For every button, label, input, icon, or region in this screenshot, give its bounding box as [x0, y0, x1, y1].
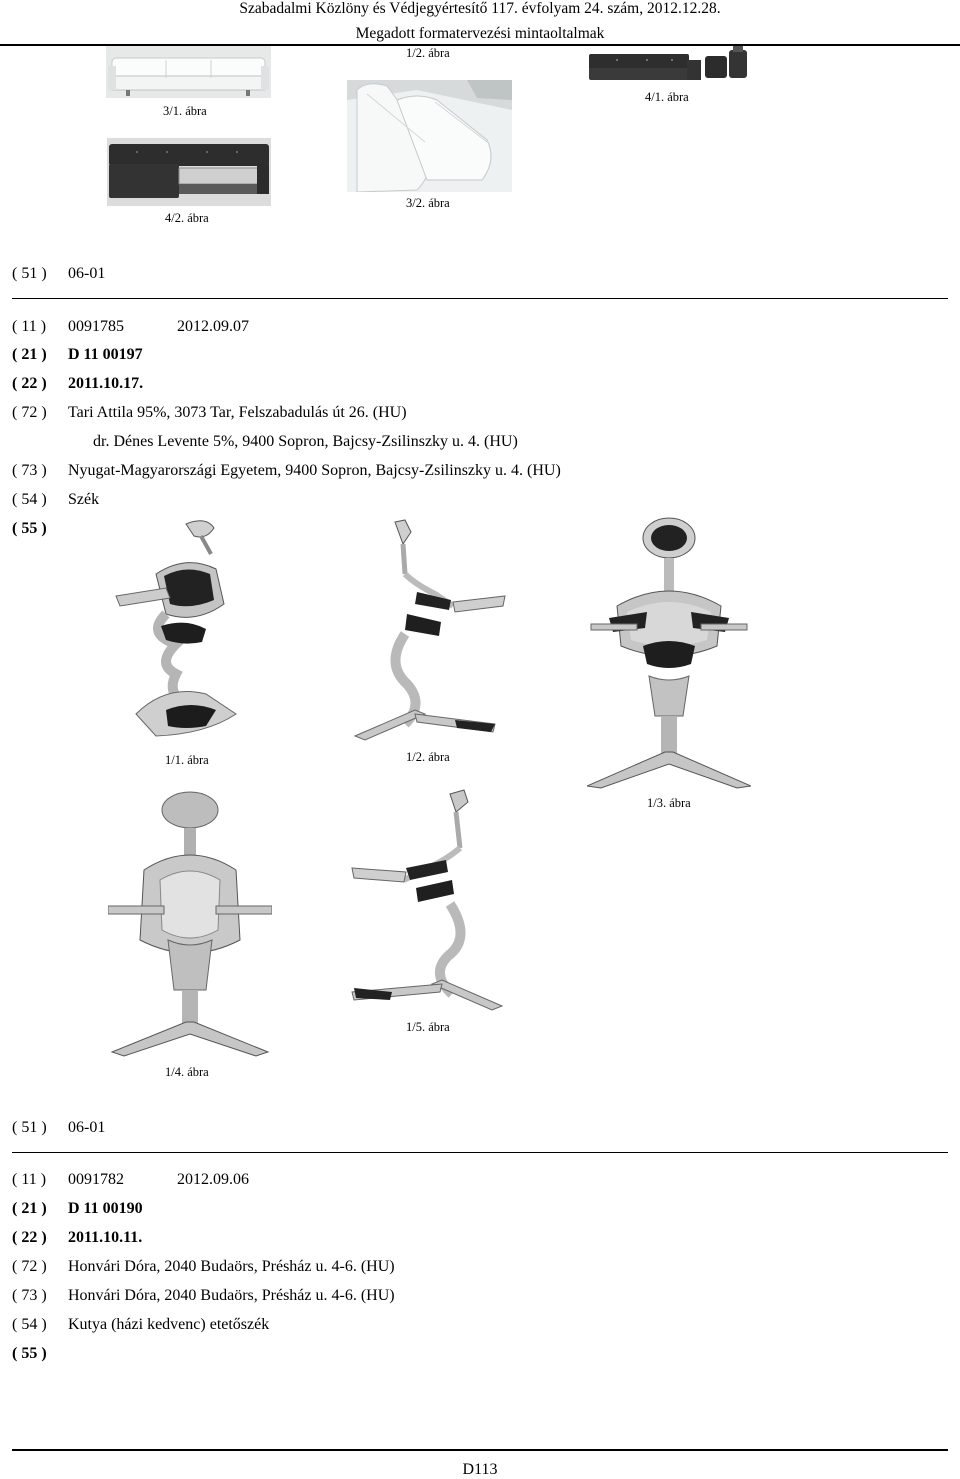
chair-figure-1-3 [587, 516, 751, 790]
designer-entry2: Honvári Dóra, 2040 Budaörs, Présház u. 4-6. (HU) [68, 1258, 395, 1275]
journal-title: Szabadalmi Közlöny és Védjegyértesítő 117. évfolyam 24. szám, 2012.12.28. [239, 0, 721, 17]
registration-number-entry2: 0091782 [68, 1171, 124, 1188]
chair-figure-1-1 [106, 514, 271, 746]
code-73-entry2: ( 73 ) [12, 1287, 47, 1304]
figure-caption-3-2: 3/2. ábra [406, 196, 450, 210]
code-73: ( 73 ) [12, 462, 47, 479]
figure-caption-3-1: 3/1. ábra [163, 104, 207, 118]
entry-divider-2 [12, 1152, 948, 1153]
chair-caption-1-3: 1/3. ábra [647, 796, 691, 810]
code-54-entry2: ( 54 ) [12, 1316, 47, 1333]
figure-caption-1-2-top: 1/2. ábra [406, 46, 450, 60]
code-55-entry2: ( 55 ) [12, 1345, 47, 1362]
filing-date: 2011.10.17. [68, 375, 144, 392]
section-title: Megadott formatervezési mintaoltalmak [355, 25, 605, 42]
code-21: ( 21 ) [12, 346, 47, 363]
product-title: Szék [68, 491, 100, 508]
chair-figure-1-5 [346, 788, 512, 1014]
owner-entry2: Honvári Dóra, 2040 Budaörs, Présház u. 4-6. (HU) [68, 1287, 395, 1304]
registration-date: 2012.09.07 [177, 318, 249, 335]
code-22: ( 22 ) [12, 375, 47, 392]
chair-figure-1-4 [108, 790, 272, 1060]
registration-number: 0091785 [68, 318, 124, 335]
sofa-photo-3-2 [347, 80, 512, 192]
sofa-photo-4-1 [587, 46, 752, 86]
sofa-photo-4-2 [107, 138, 271, 206]
owner: Nyugat-Magyarországi Egyetem, 9400 Sopron, Bajcsy-Zsilinszky u. 4. (HU) [68, 462, 561, 479]
figure-caption-4-1: 4/1. ábra [645, 90, 689, 104]
page-number: D113 [462, 1461, 498, 1478]
code-51: ( 51 ) [12, 265, 47, 282]
chair-caption-1-1: 1/1. ábra [165, 753, 209, 767]
code-11-entry2: ( 11 ) [12, 1171, 47, 1188]
entry-divider [12, 298, 948, 299]
application-number: D 11 00197 [68, 346, 143, 363]
designer-2: dr. Dénes Levente 5%, 9400 Sopron, Bajcsy-Zsilinszky u. 4. (HU) [93, 433, 518, 450]
classification-value-entry2: 06-01 [68, 1119, 106, 1136]
sofa-photo-3-1 [106, 46, 271, 98]
chair-caption-1-4: 1/4. ábra [165, 1065, 209, 1079]
footer-rule [12, 1449, 948, 1451]
filing-date-entry2: 2011.10.11. [68, 1229, 143, 1246]
code-55: ( 55 ) [12, 520, 47, 537]
chair-caption-1-2: 1/2. ábra [406, 750, 450, 764]
chair-figure-1-2 [345, 514, 511, 746]
code-22-entry2: ( 22 ) [12, 1229, 47, 1246]
designer-1: Tari Attila 95%, 3073 Tar, Felszabadulás út 26. (HU) [68, 404, 407, 421]
registration-date-entry2: 2012.09.06 [177, 1171, 249, 1188]
code-54: ( 54 ) [12, 491, 47, 508]
code-72: ( 72 ) [12, 404, 47, 421]
classification-value: 06-01 [68, 265, 106, 282]
product-title-entry2: Kutya (házi kedvenc) etetőszék [68, 1316, 270, 1333]
code-11: ( 11 ) [12, 318, 47, 335]
figure-caption-4-2: 4/2. ábra [165, 211, 209, 225]
application-number-entry2: D 11 00190 [68, 1200, 143, 1217]
chair-caption-1-5: 1/5. ábra [406, 1020, 450, 1034]
code-51-entry2: ( 51 ) [12, 1119, 47, 1136]
code-21-entry2: ( 21 ) [12, 1200, 47, 1217]
code-72-entry2: ( 72 ) [12, 1258, 47, 1275]
